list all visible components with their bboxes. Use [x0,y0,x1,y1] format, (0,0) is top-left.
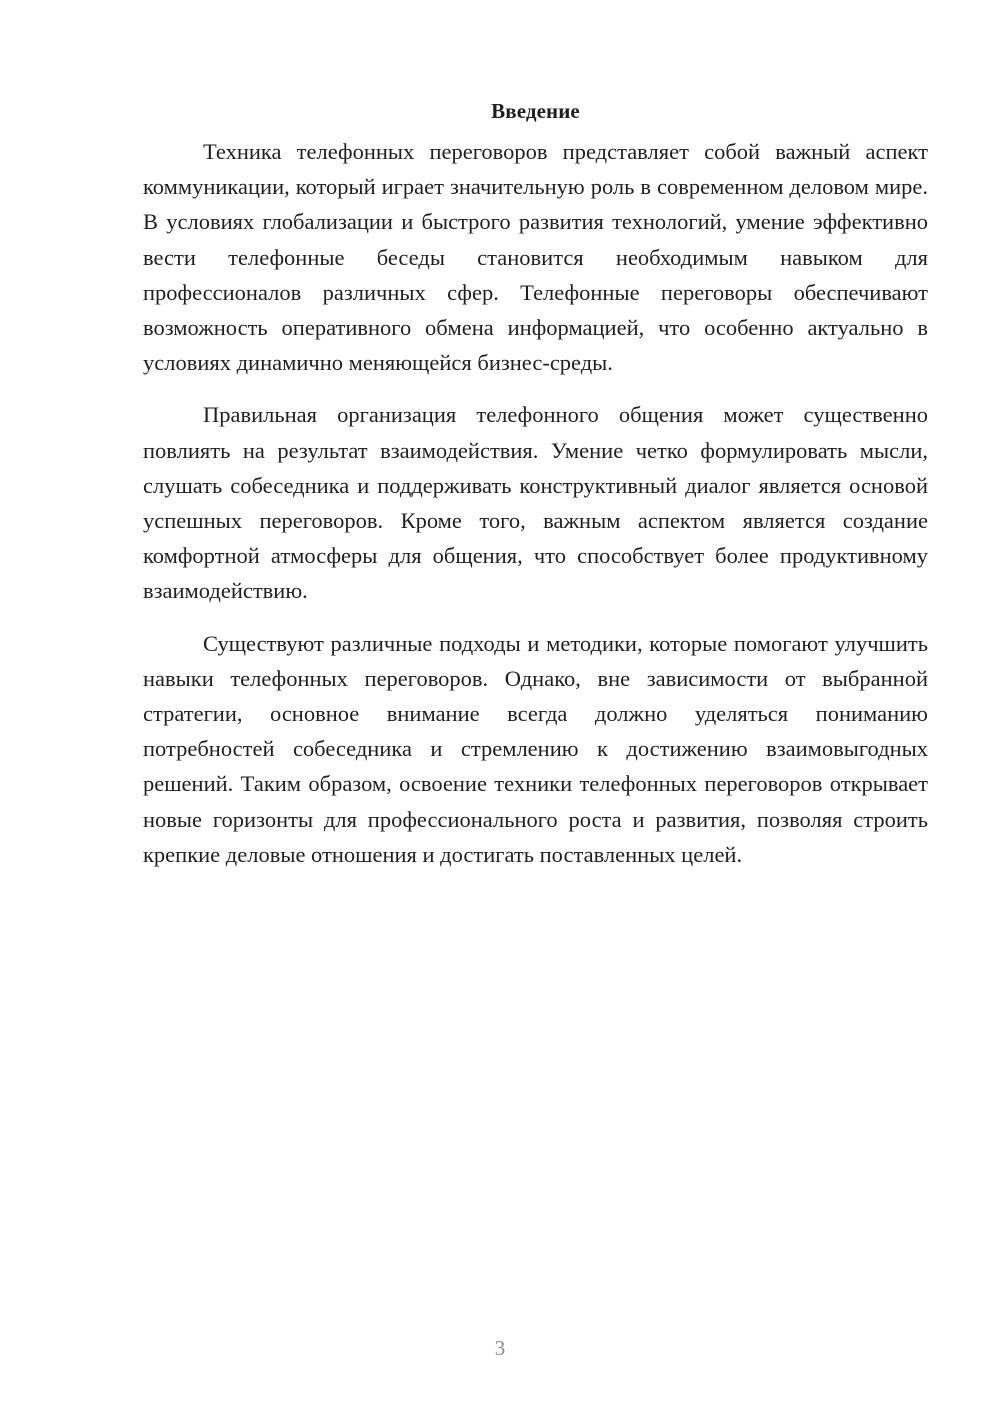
paragraph-1: Техника телефонных переговоров представляет собой важный аспект коммуникации, который играет значительную роль в современном деловом мире. В условиях глобализации и быстрого развития технологий, умение эффективно вести телефонные беседы становится необходимым навыком для профессионалов различных сфер. Телефонные переговоры обеспечивают возможность оперативного обмена информацией, что особенно актуально в условиях динамично меняющейся бизнес-среды. [143,139,928,376]
page-content [143,96,928,889]
paragraph-2: Правильная организация телефонного общения может существенно повлиять на результат взаимодействия. Умение четко формулировать мысли, слушать собеседника и поддерживать конструктивный диалог является основой успешных переговоров. Кроме того, важным аспектом является создание комфортной атмосферы для общения, что способствует более продуктивному взаимодействию. [143,402,928,604]
paragraph-3: Существуют различные подходы и методики, которые помогают улучшить навыки телефонных переговоров. Однако, вне зависимости от выбранной стратегии, основное внимание всегда должно уделяться пониманию потребностей собеседника и стремлению к достижению взаимовыгодных решений. Таким образом, освоение техники телефонных переговоров открывает новые горизонты для профессионального роста и развития, позволяя строить крепкие деловые отношения и достигать поставленных целей. [143,630,928,867]
page-number: 3 [494,1336,506,1360]
section-title: Введение [491,99,580,123]
